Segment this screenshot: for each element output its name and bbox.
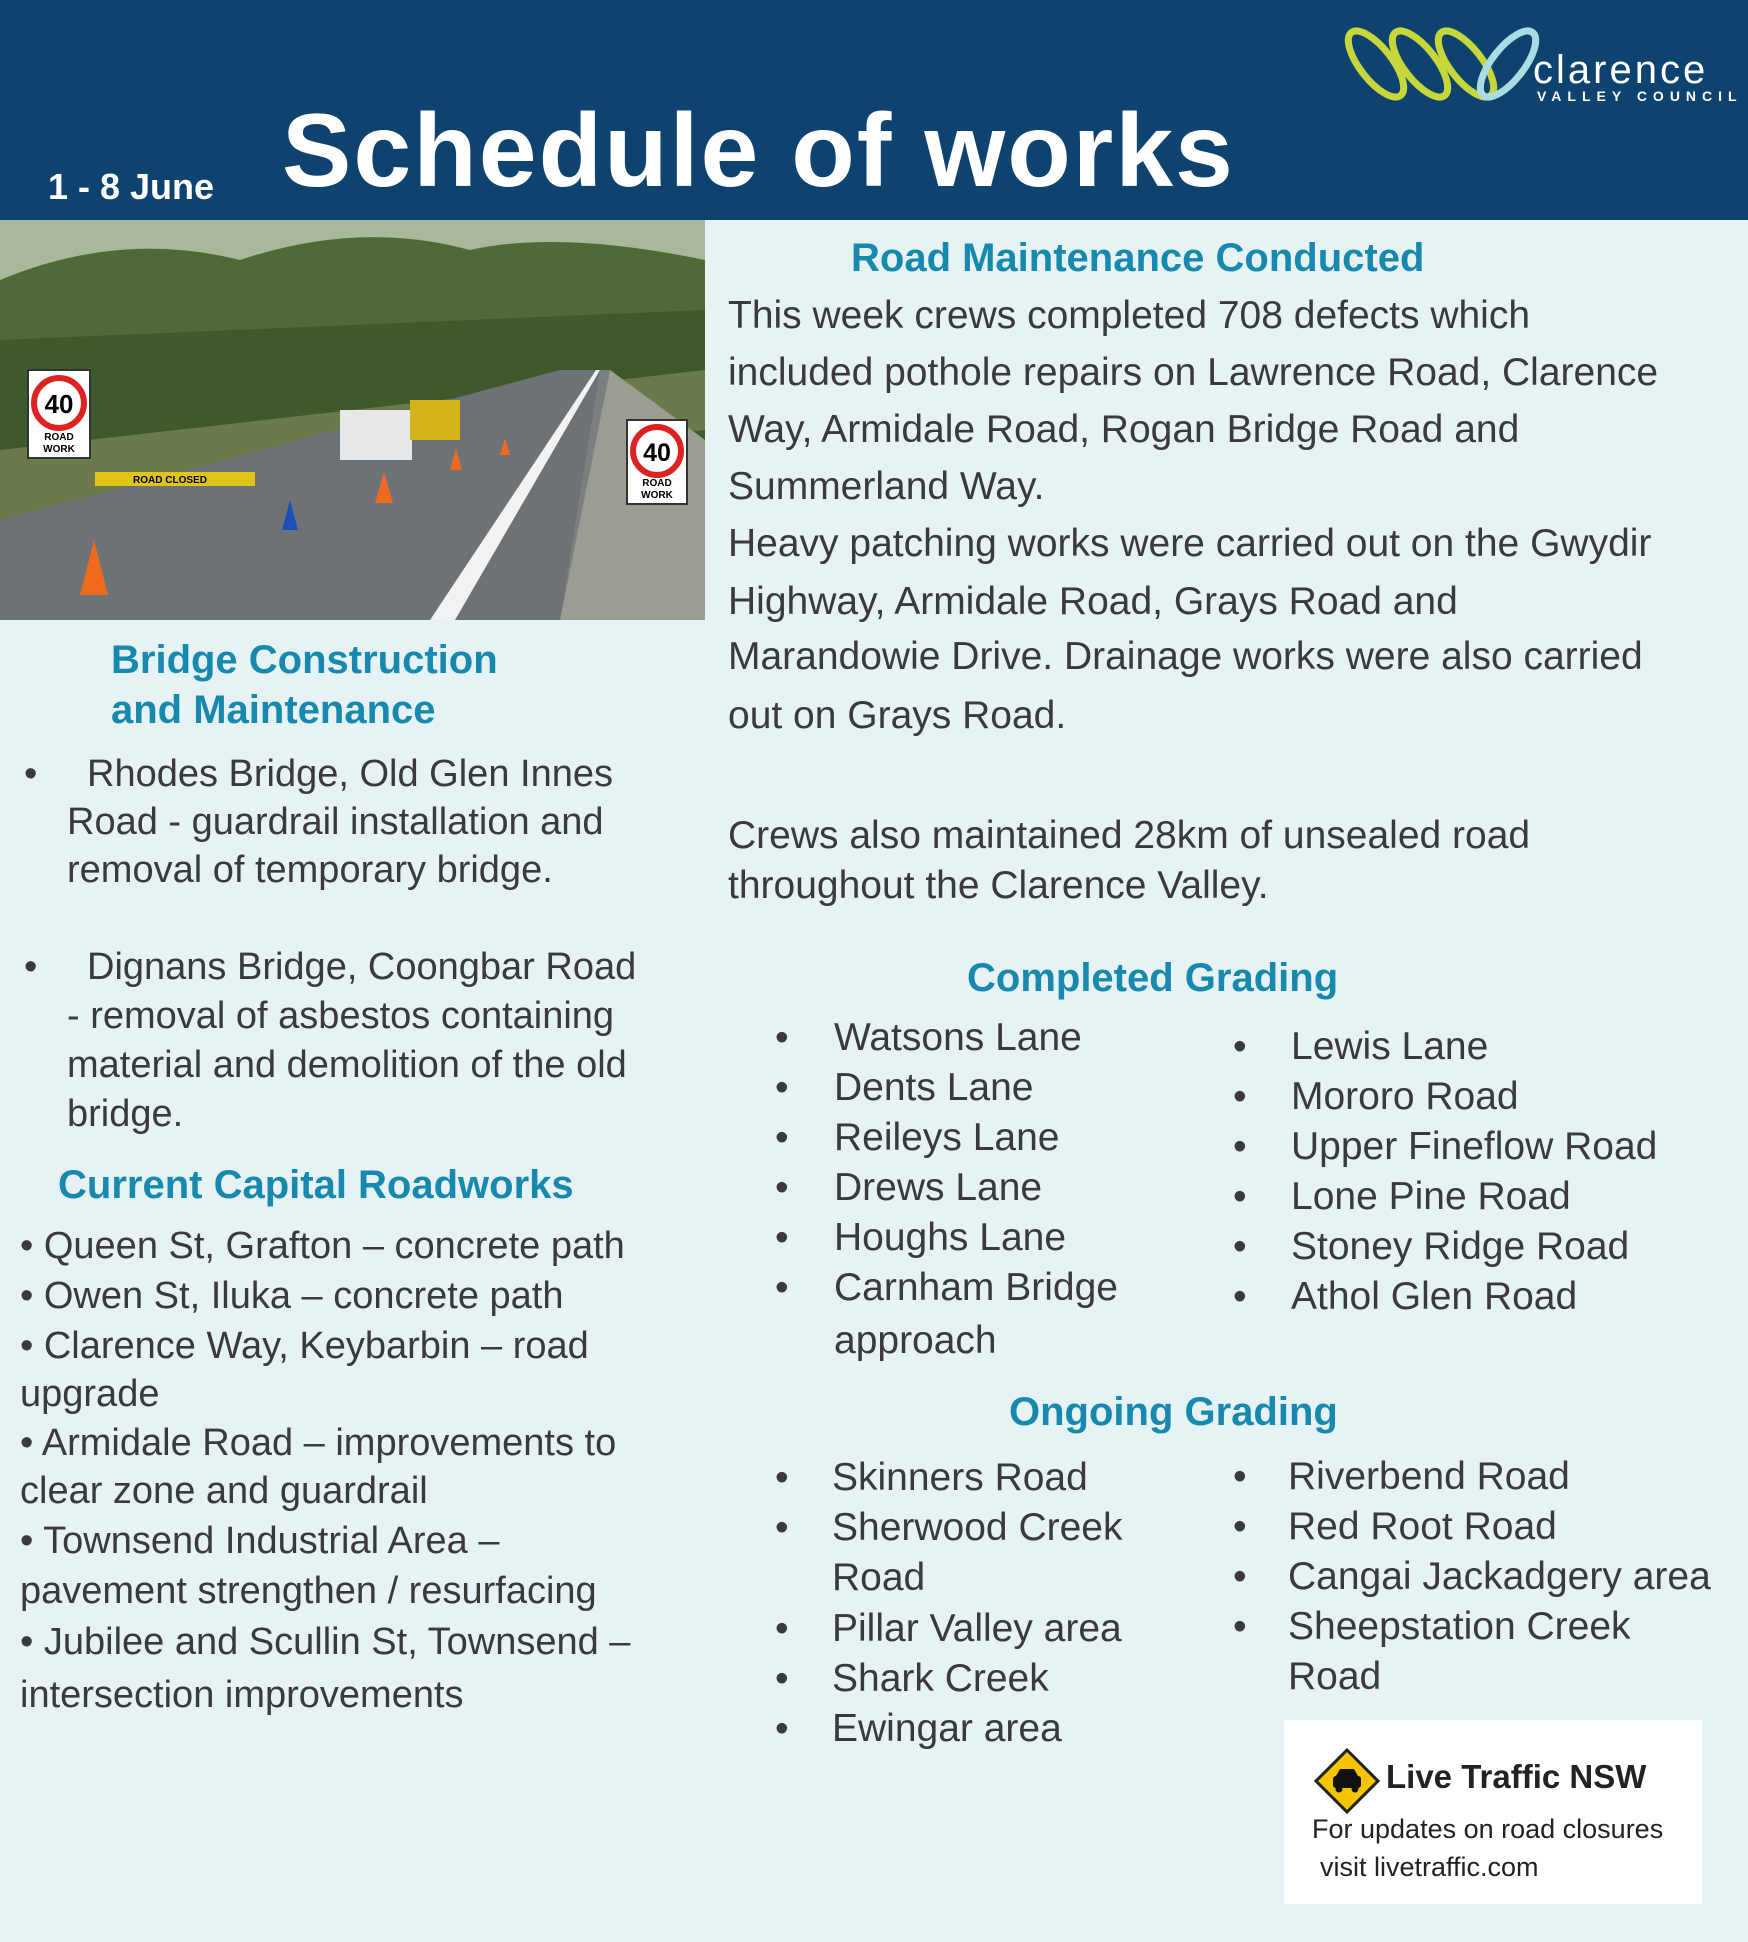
bullet-icon: • bbox=[24, 753, 38, 795]
bridge-item-line: - removal of asbestos containing bbox=[67, 995, 615, 1037]
maintenance-line: Marandowie Drive. Drainage works were also carried bbox=[728, 635, 1643, 678]
svg-text:ROAD CLOSED: ROAD CLOSED bbox=[133, 475, 207, 486]
bullet-icon: • bbox=[1233, 1605, 1247, 1648]
capital-line: upgrade bbox=[20, 1373, 160, 1415]
bridge-item-line: bridge. bbox=[67, 1093, 184, 1135]
svg-text:WORK: WORK bbox=[43, 444, 75, 455]
maintenance-line: This week crews completed 708 defects which bbox=[728, 294, 1531, 337]
bridge-item-line: material and demolition of the old bbox=[67, 1044, 627, 1086]
live-traffic-line1: For updates on road closures bbox=[1312, 1814, 1664, 1844]
truck bbox=[340, 410, 412, 460]
bullet-icon: • bbox=[775, 1266, 789, 1309]
date-range: 1 - 8 June bbox=[48, 166, 215, 207]
capital-line: • Queen St, Grafton – concrete path bbox=[20, 1225, 625, 1267]
live-traffic-link[interactable]: visit livetraffic.com bbox=[1320, 1852, 1539, 1882]
capital-heading: Current Capital Roadworks bbox=[58, 1163, 574, 1207]
ongoing-heading: Ongoing Grading bbox=[1009, 1390, 1338, 1434]
bullet-icon: • bbox=[775, 1456, 789, 1499]
svg-text:ROAD: ROAD bbox=[44, 432, 74, 443]
bridge-item-line: Road - guardrail installation and bbox=[67, 801, 604, 843]
bullet-icon: • bbox=[775, 1116, 789, 1159]
capital-line: • Armidale Road – improvements to bbox=[20, 1422, 617, 1464]
capital-line: • Clarence Way, Keybarbin – road bbox=[20, 1325, 589, 1367]
live-traffic-icon bbox=[1314, 1748, 1380, 1814]
bullet-icon: • bbox=[1233, 1505, 1247, 1548]
bullet-icon: • bbox=[1233, 1175, 1247, 1218]
bridge-item bbox=[20, 750, 613, 894]
logo-subtitle: VALLEY COUNCIL bbox=[1537, 88, 1743, 104]
speed-sign-right bbox=[627, 420, 687, 504]
bullet-icon: • bbox=[1233, 1455, 1247, 1498]
maintenance-line: out on Grays Road. bbox=[728, 694, 1067, 737]
bullet-icon: • bbox=[775, 1707, 789, 1750]
completed-heading: Completed Grading bbox=[967, 956, 1339, 1000]
maintenance-line: Heavy patching works were carried out on the Gwydir bbox=[728, 522, 1652, 565]
bullet-icon: • bbox=[775, 1216, 789, 1259]
bridge-item-line: removal of temporary bridge. bbox=[67, 849, 553, 891]
svg-text:ROAD: ROAD bbox=[642, 478, 672, 489]
bullet-icon: • bbox=[775, 1657, 789, 1700]
bridge-item-line: Rhodes Bridge, Old Glen Innes bbox=[87, 753, 613, 795]
bullet-icon: • bbox=[1233, 1125, 1247, 1168]
bullet-icon: • bbox=[775, 1607, 789, 1650]
maintenance-line: throughout the Clarence Valley. bbox=[728, 864, 1269, 907]
bullet-icon: • bbox=[775, 1066, 789, 1109]
maintenance-line: Summerland Way. bbox=[728, 465, 1045, 508]
maintenance-line: Way, Armidale Road, Rogan Bridge Road and bbox=[728, 408, 1520, 451]
maintenance-line: included pothole repairs on Lawrence Road, Clarence bbox=[728, 351, 1659, 394]
excavator bbox=[410, 400, 460, 440]
capital-line: • Townsend Industrial Area – bbox=[20, 1520, 500, 1562]
road-closed-barrier bbox=[95, 472, 255, 486]
capital-line: clear zone and guardrail bbox=[20, 1470, 428, 1512]
bullet-icon: • bbox=[24, 946, 38, 988]
bridge-heading-line1: Bridge Construction bbox=[111, 638, 498, 682]
logo-wordmark: clarence bbox=[1533, 48, 1709, 92]
bridge-item-line: Dignans Bridge, Coongbar Road bbox=[87, 946, 637, 988]
capital-line: • Owen St, Iluka – concrete path bbox=[20, 1275, 564, 1317]
bullet-icon: • bbox=[1233, 1555, 1247, 1598]
maintenance-line: Crews also maintained 28km of unsealed road bbox=[728, 814, 1531, 857]
svg-text:40: 40 bbox=[643, 439, 671, 467]
capital-line: • Jubilee and Scullin St, Townsend – bbox=[20, 1621, 631, 1663]
bridge-item bbox=[20, 943, 636, 1139]
bullet-icon: • bbox=[775, 1016, 789, 1059]
roadwork-photo bbox=[0, 220, 705, 620]
maintenance-heading: Road Maintenance Conducted bbox=[851, 236, 1425, 280]
live-traffic-name: Live Traffic NSW bbox=[1386, 1758, 1647, 1795]
svg-text:40: 40 bbox=[44, 389, 74, 419]
svg-text:WORK: WORK bbox=[641, 490, 673, 501]
bullet-icon: • bbox=[1233, 1225, 1247, 1268]
bullet-icon: • bbox=[1233, 1075, 1247, 1118]
capital-line: intersection improvements bbox=[20, 1674, 464, 1716]
bullet-icon: • bbox=[775, 1166, 789, 1209]
maintenance-line: Highway, Armidale Road, Grays Road and bbox=[728, 580, 1458, 623]
bridge-heading-line2: and Maintenance bbox=[111, 688, 436, 732]
page-title: Schedule of works bbox=[282, 93, 1235, 209]
capital-line: pavement strengthen / resurfacing bbox=[20, 1570, 597, 1612]
speed-sign-left bbox=[28, 370, 90, 458]
live-traffic-box[interactable] bbox=[1284, 1720, 1702, 1904]
bullet-icon: • bbox=[775, 1506, 789, 1549]
bullet-icon: • bbox=[1233, 1275, 1247, 1318]
bullet-icon: • bbox=[1233, 1025, 1247, 1068]
